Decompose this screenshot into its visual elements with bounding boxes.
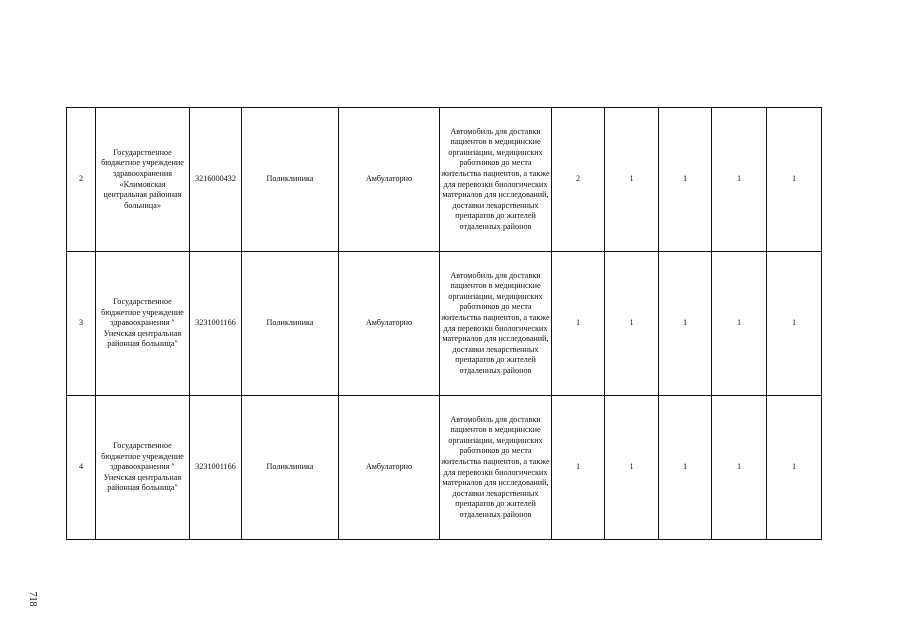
subdivision-type: Поликлиника <box>242 252 339 396</box>
subdivision-type: Поликлиника <box>242 396 339 540</box>
organization-name: Государственное бюджетное учреждение здравоохранения " Унечская центральная районная больница" <box>96 396 190 540</box>
vehicle-description: Автомобиль для доставки пациентов в медицинские организации, медицинских работников до места жительства пациентов, а также для перевозки биологических материалов для исследований, доставки лекарственных препаратов до жителей отдаленных районов <box>440 396 552 540</box>
inn-code: 3216000432 <box>190 108 242 252</box>
vehicles-table <box>66 107 822 540</box>
inn-code: 3231001166 <box>190 396 242 540</box>
vehicle-description: Автомобиль для доставки пациентов в медицинские организации, медицинских работников до места жительства пациентов, а также для перевозки биологических материалов для исследований, доставки лекарственных препаратов до жителей отдаленных районов <box>440 252 552 396</box>
value-cell-5: 1 <box>767 108 822 252</box>
row-number: 3 <box>67 252 96 396</box>
value-cell-5: 1 <box>767 252 822 396</box>
page-number: 718 <box>27 591 38 607</box>
inn-code: 3231001166 <box>190 252 242 396</box>
subdivision-type: Поликлиника <box>242 108 339 252</box>
value-cell-1: 2 <box>552 108 605 252</box>
organization-name: Государственное бюджетное учреждение здравоохранения " Унечская центральная районная больница" <box>96 252 190 396</box>
vehicle-description: Автомобиль для доставки пациентов в медицинские организации, медицинских работников до места жительства пациентов, а также для перевозки биологических материалов для исследований, доставки лекарственных препаратов до жителей отдаленных районов <box>440 108 552 252</box>
row-number: 4 <box>67 396 96 540</box>
value-cell-2: 1 <box>605 396 659 540</box>
value-cell-3: 1 <box>659 108 712 252</box>
table-row <box>67 108 822 252</box>
value-cell-2: 1 <box>605 252 659 396</box>
value-cell-2: 1 <box>605 108 659 252</box>
value-cell-1: 1 <box>552 396 605 540</box>
value-cell-4: 1 <box>712 396 767 540</box>
value-cell-5: 1 <box>767 396 822 540</box>
row-number: 2 <box>67 108 96 252</box>
value-cell-3: 1 <box>659 396 712 540</box>
organization-name: Государственное бюджетное учреждение здравоохранения «Климовская центральная районная больница» <box>96 108 190 252</box>
table-row <box>67 396 822 540</box>
care-conditions: Амбулаторно <box>339 108 440 252</box>
value-cell-1: 1 <box>552 252 605 396</box>
care-conditions: Амбулаторно <box>339 252 440 396</box>
care-conditions: Амбулаторно <box>339 396 440 540</box>
value-cell-4: 1 <box>712 252 767 396</box>
value-cell-3: 1 <box>659 252 712 396</box>
value-cell-4: 1 <box>712 108 767 252</box>
table-row <box>67 252 822 396</box>
